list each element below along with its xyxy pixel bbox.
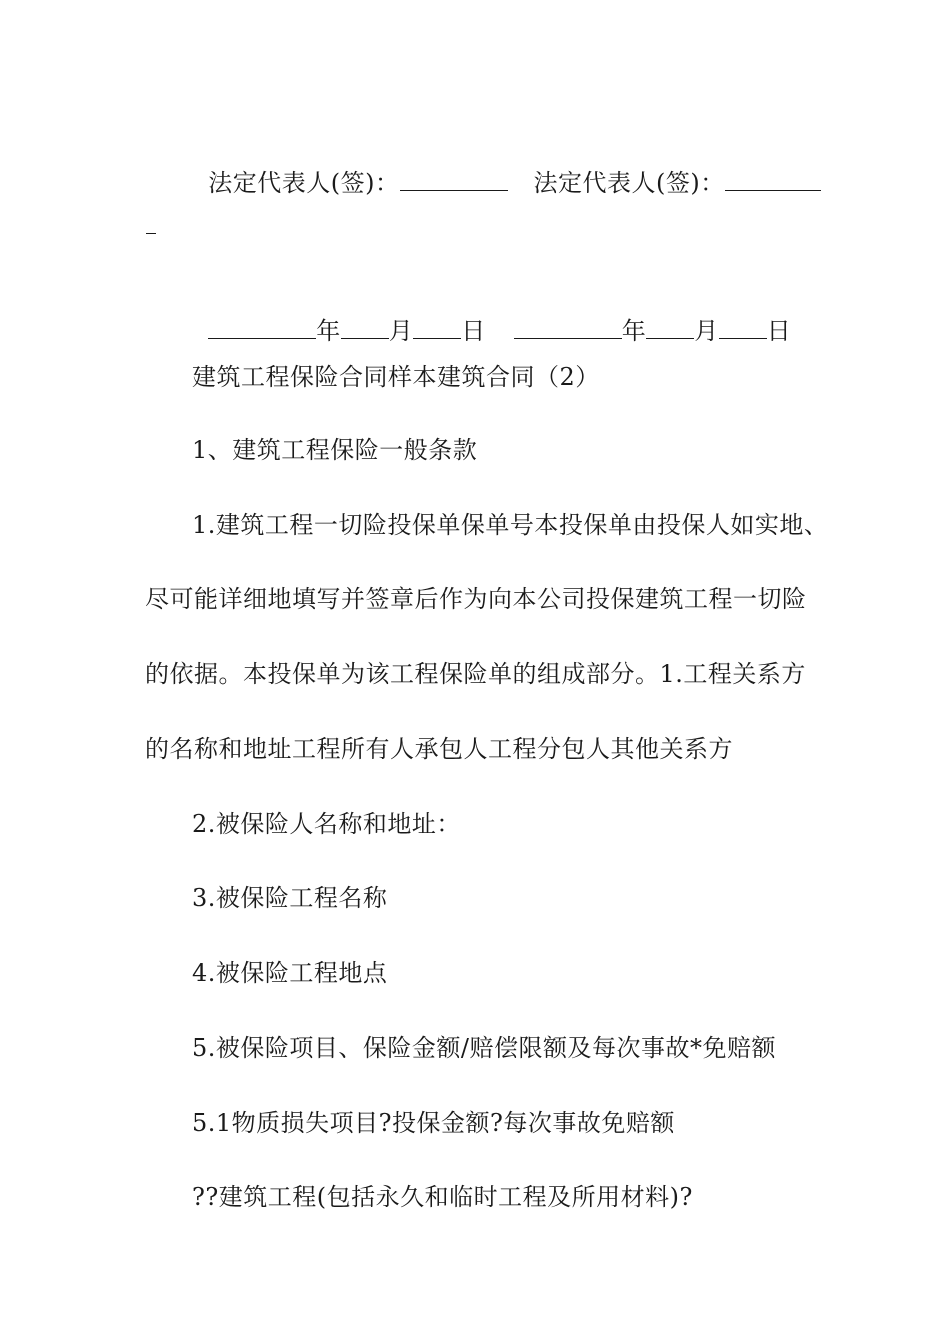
month-blank-right (646, 316, 694, 339)
section-heading: 1、建筑工程保险一般条款 (192, 436, 478, 464)
day-label-right: 日 (766, 317, 792, 345)
paragraph-line-2: 尽可能详细地填写并签章后作为向本公司投保建筑工程一切险 (145, 585, 807, 613)
day-blank-right (719, 316, 767, 339)
paragraph-line-1: 1.建筑工程一切险投保单保单号本投保单由投保人如实地、 (192, 511, 829, 539)
month-blank-left (341, 316, 389, 339)
list-item: 3.被保险工程名称 (192, 884, 388, 912)
date-row (192, 286, 791, 346)
day-blank-left (413, 316, 461, 339)
paragraph-line-4: 的名称和地址工程所有人承包人工程分包人其他关系方 (145, 735, 733, 763)
signature-blank-left (400, 168, 508, 191)
document-title: 建筑工程保险合同样本建筑合同（2） (192, 363, 600, 391)
list-item: 5.被保险项目、保险金额/赔偿限额及每次事故*免赔额 (192, 1034, 776, 1062)
signature-label-left: 法定代表人(签)： (208, 169, 400, 197)
year-blank-left (208, 316, 316, 339)
month-label-left: 月 (388, 317, 414, 345)
signature-blank-right (725, 168, 821, 191)
signature-blank-continuation (146, 233, 156, 234)
signature-label-right: 法定代表人(签)： (533, 169, 725, 197)
year-label-left: 年 (316, 317, 341, 345)
paragraph-line-3: 的依据。本投保单为该工程保险单的组成部分。1.工程关系方 (145, 660, 806, 688)
month-label-right: 月 (694, 317, 719, 345)
list-item: ??建筑工程(包括永久和临时工程及所用材料)? (192, 1183, 693, 1211)
year-blank-right (514, 316, 622, 339)
year-label-right: 年 (621, 317, 647, 345)
list-item: 2.被保险人名称和地址： (192, 810, 461, 838)
list-item: 4.被保险工程地点 (192, 959, 388, 987)
signature-row (192, 138, 821, 198)
list-item: 5.1物质损失项目?投保金额?每次事故免赔额 (192, 1109, 675, 1137)
day-label-left: 日 (461, 317, 486, 345)
